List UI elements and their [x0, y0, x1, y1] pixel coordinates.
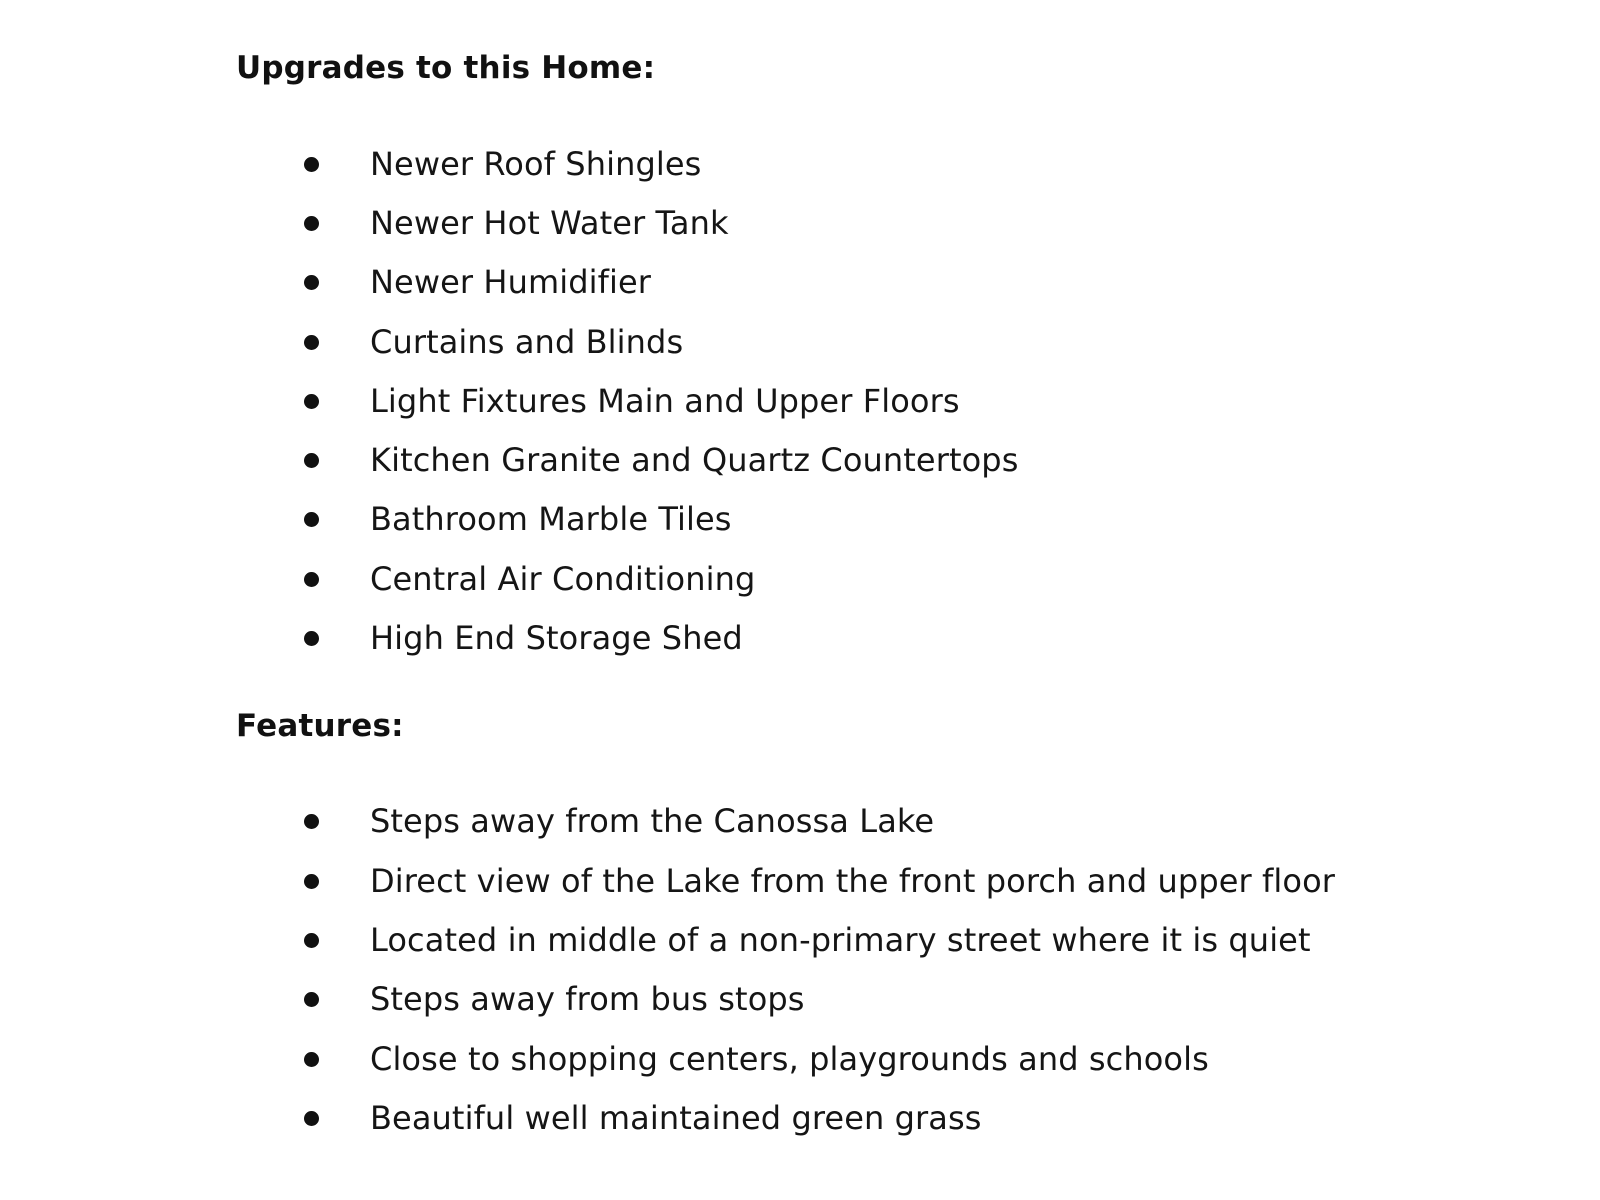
- bullet-icon: [304, 275, 319, 290]
- bullet-icon: [304, 157, 319, 172]
- bullet-icon: [304, 874, 319, 889]
- bullet-icon: [304, 453, 319, 468]
- list-item-text: Curtains and Blinds: [370, 322, 684, 361]
- bullet-icon: [304, 572, 319, 587]
- upgrades-heading: Upgrades to this Home:: [236, 50, 656, 86]
- list-item: [236, 490, 1600, 549]
- list-item-text: Newer Humidifier: [370, 263, 652, 302]
- bullet-icon: [304, 394, 319, 409]
- list-item-text: Steps away from the Canossa Lake: [370, 802, 935, 841]
- bullet-icon: [304, 512, 319, 527]
- list-item: [236, 253, 1600, 312]
- list-item: [236, 312, 1600, 371]
- list-item-text: Newer Hot Water Tank: [370, 203, 729, 242]
- upgrades-list: [236, 134, 1600, 668]
- list-item: [236, 1029, 1600, 1088]
- bullet-icon: [304, 992, 319, 1007]
- bullet-icon: [304, 933, 319, 948]
- list-item-text: Direct view of the Lake from the front porch and upper floor: [370, 861, 1336, 900]
- list-item-text: Kitchen Granite and Quartz Countertops: [370, 441, 1019, 480]
- list-item: [236, 970, 1600, 1029]
- list-item: [236, 134, 1600, 193]
- list-item: [236, 371, 1600, 430]
- bullet-icon: [304, 1052, 319, 1067]
- features-list: [236, 792, 1600, 1148]
- bullet-icon: [304, 814, 319, 829]
- list-item-text: Beautiful well maintained green grass: [370, 1098, 982, 1137]
- list-item-text: Light Fixtures Main and Upper Floors: [370, 381, 960, 420]
- list-item-text: Newer Roof Shingles: [370, 144, 702, 183]
- list-item-text: Close to shopping centers, playgrounds and schools: [370, 1039, 1209, 1078]
- list-item: [236, 193, 1600, 252]
- list-item: [236, 1088, 1600, 1147]
- list-item: [236, 608, 1600, 667]
- bullet-icon: [304, 631, 319, 646]
- list-item-text: Central Air Conditioning: [370, 559, 756, 598]
- list-item-text: Steps away from bus stops: [370, 980, 805, 1019]
- list-item: [236, 549, 1600, 608]
- list-item: [236, 851, 1600, 910]
- bullet-icon: [304, 335, 319, 350]
- list-item: [236, 910, 1600, 969]
- features-heading: Features:: [236, 707, 404, 744]
- bullet-icon: [304, 1111, 319, 1126]
- list-item-text: Located in middle of a non-primary street where it is quiet: [370, 920, 1311, 959]
- list-item: [236, 430, 1600, 489]
- list-item-text: High End Storage Shed: [370, 619, 743, 658]
- list-item: [236, 792, 1600, 851]
- bullet-icon: [304, 216, 319, 231]
- list-item-text: Bathroom Marble Tiles: [370, 500, 732, 539]
